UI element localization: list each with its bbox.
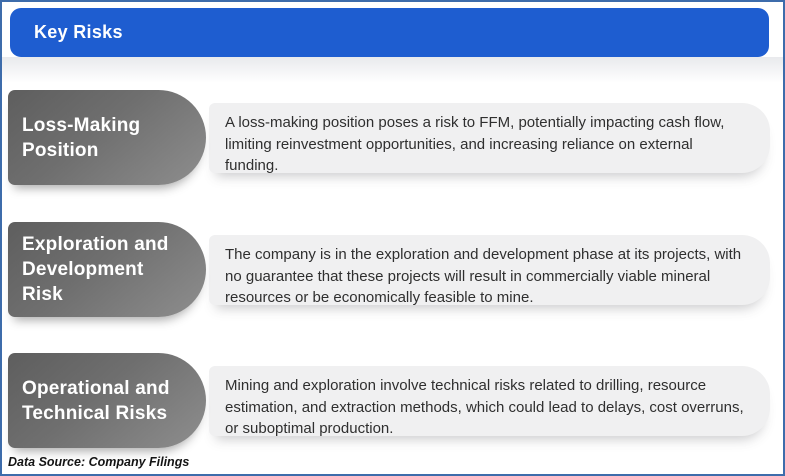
risk-title: Exploration and Development Risk xyxy=(22,234,169,305)
risk-title-pill xyxy=(8,222,206,317)
header-shadow xyxy=(2,57,783,83)
risk-description: A loss-making position poses a risk to FFM, potentially impacting cash flow, limiting reinvestment opportunities, and increasing reliance on external funding. xyxy=(225,114,725,174)
risk-description-box xyxy=(209,366,770,436)
risk-title-pill xyxy=(8,353,206,448)
risk-description: Mining and exploration involve technical risks related to drilling, resource estimation, and extraction methods, which could lead to delays, cost overruns, or suboptimal production. xyxy=(225,377,744,437)
risk-row-operational-technical xyxy=(8,353,770,448)
risk-row-exploration-development xyxy=(8,222,770,317)
risk-description-box xyxy=(209,235,770,305)
risk-description-box xyxy=(209,103,770,173)
risk-row-loss-making xyxy=(8,90,770,185)
page-title-bar xyxy=(10,8,769,57)
risk-title-pill xyxy=(8,90,206,185)
risk-title: Operational and Technical Risks xyxy=(22,377,170,424)
risk-title: Loss-Making Position xyxy=(22,114,141,161)
data-source-note: Data Source: Company Filings xyxy=(8,455,190,469)
page-title: Key Risks xyxy=(34,22,123,42)
risk-description: The company is in the exploration and development phase at its projects, with no guarantee that these projects will result in commercially viable mineral resources or be economically feasible to mine. xyxy=(225,246,742,306)
